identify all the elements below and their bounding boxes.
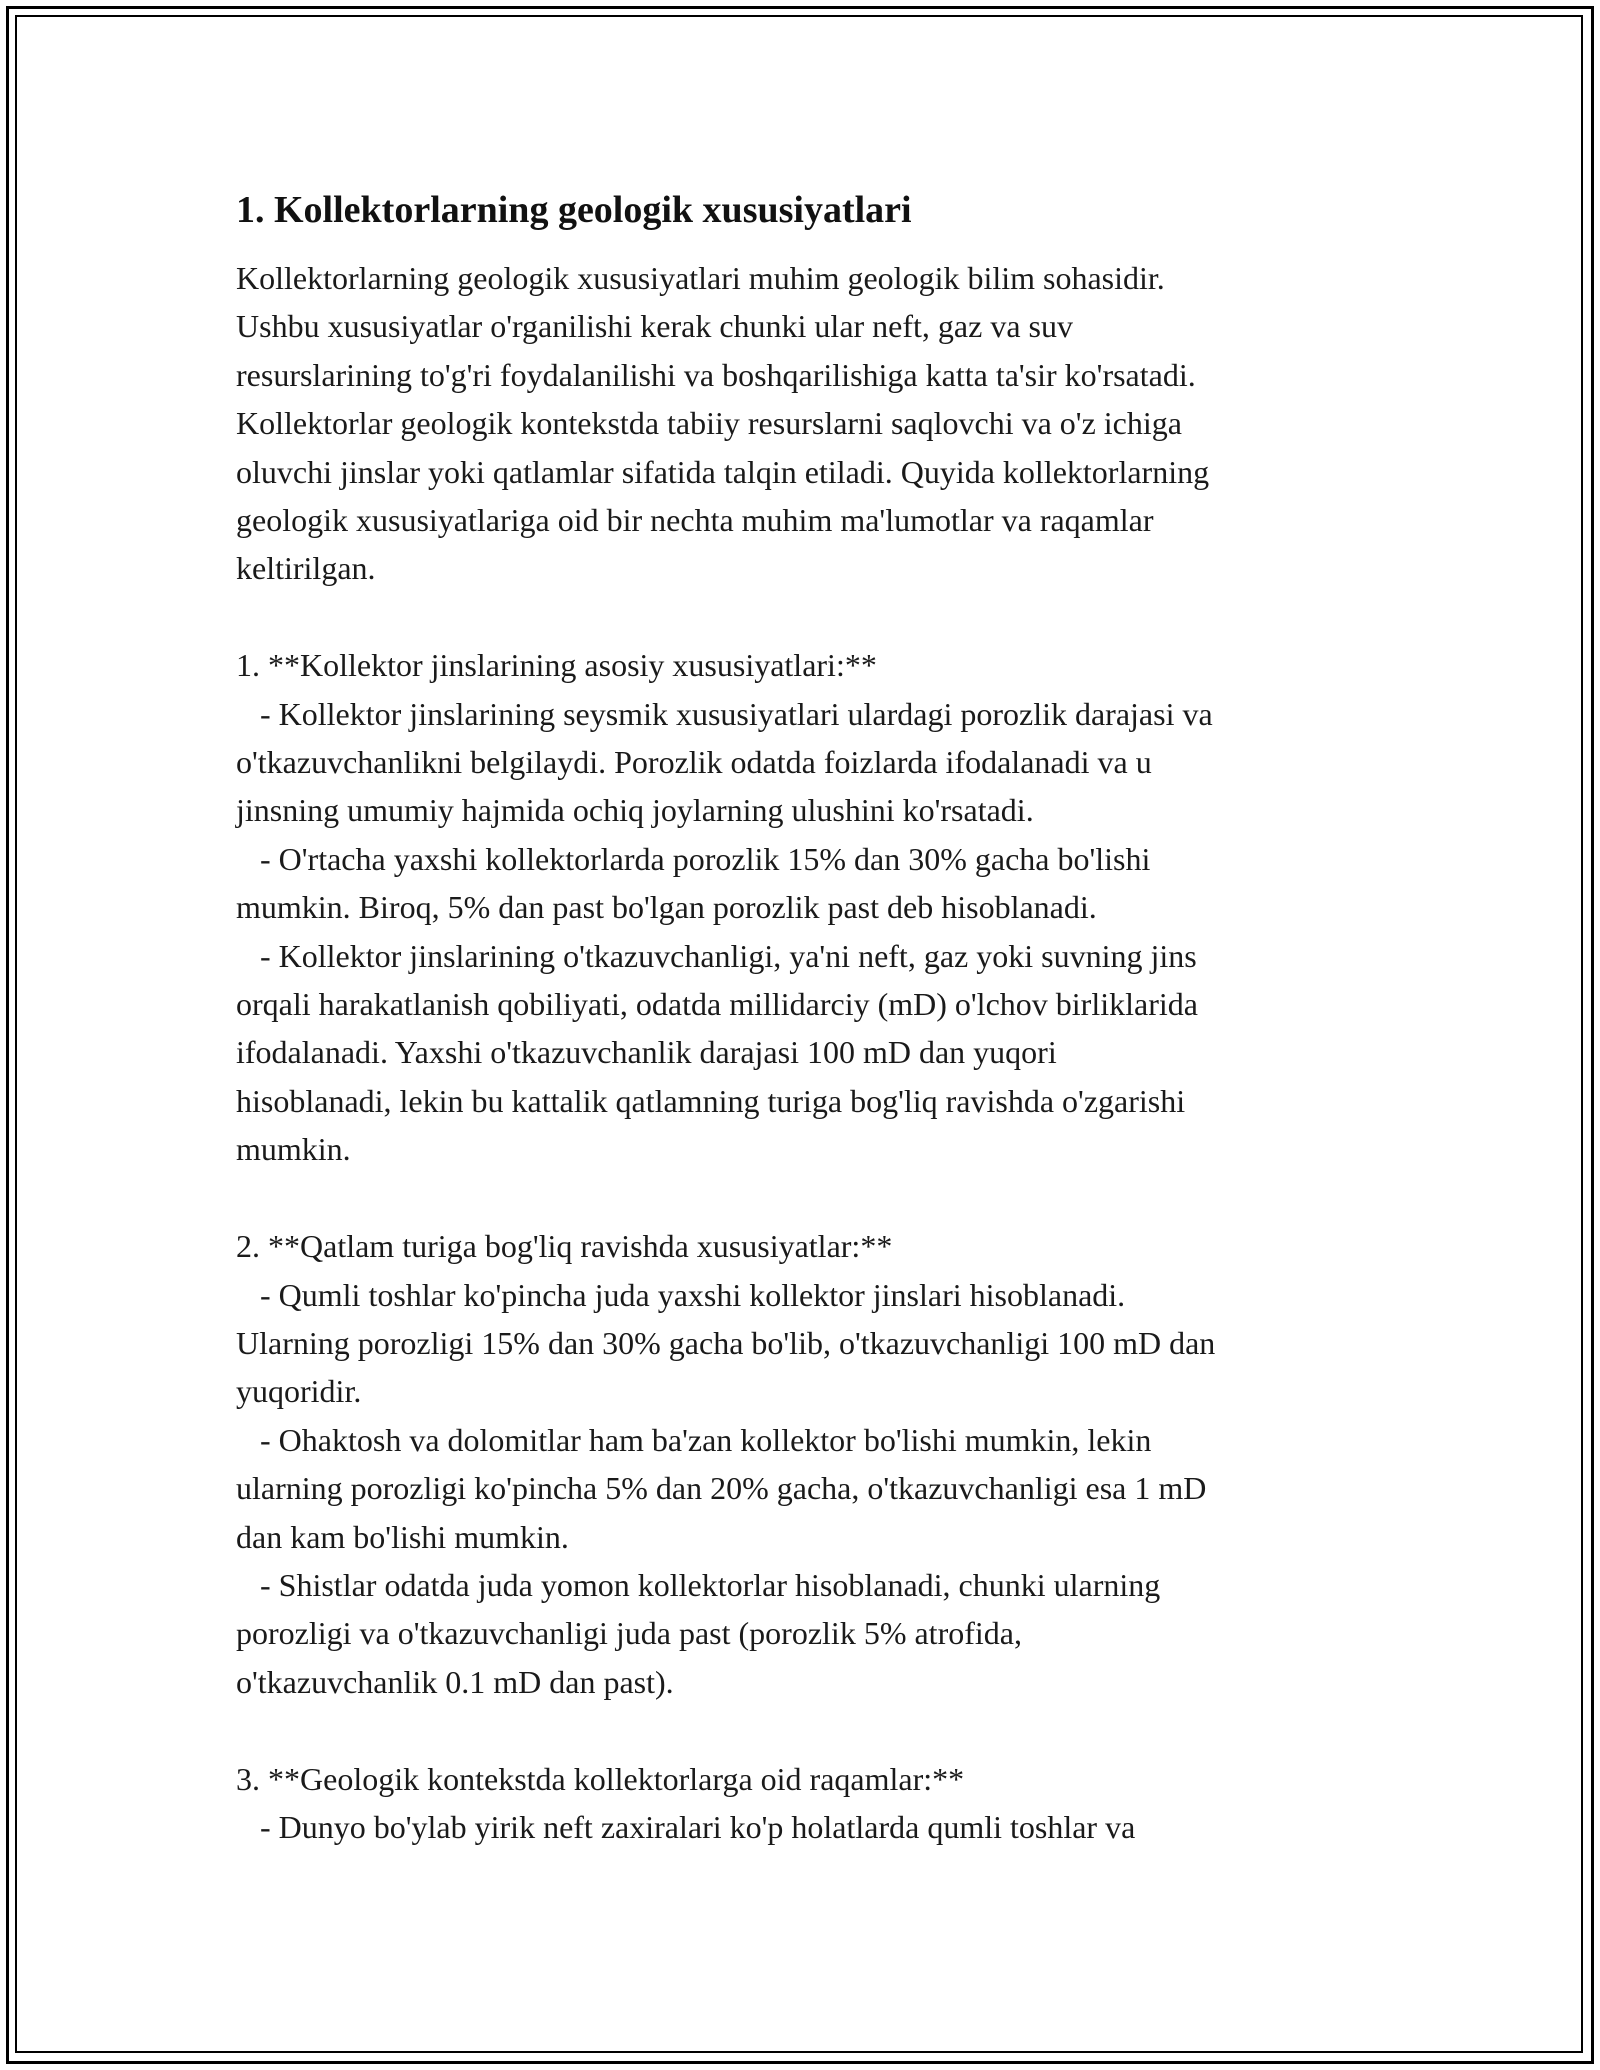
text-line: Ushbu xususiyatlar o'rganilishi kerak chunki ular neft, gaz va suv <box>236 308 1073 345</box>
text-line: mumkin. <box>236 1131 351 1168</box>
text-line: Kollektorlarning geologik xususiyatlari muhim geologik bilim sohasidir. <box>236 260 1165 296</box>
text-line: yuqoridir. <box>236 1373 362 1410</box>
text-line: geologik xususiyatlariga oid bir nechta muhim ma'lumotlar va raqamlar <box>236 502 1154 539</box>
text-line: - Shistlar odatda juda yomon kollektorlar hisoblanadi, chunki ularning <box>236 1566 1161 1603</box>
text-line: - O'rtacha yaxshi kollektorlarda porozlik 15% dan 30% gacha bo'lishi <box>236 840 1151 877</box>
section-2-list <box>236 1222 1386 1754</box>
text-line: dan kam bo'lishi mumkin. <box>236 1518 569 1555</box>
text-line: - Kollektor jinslarining seysmik xususiyatlari ulardagi porozlik darajasi va <box>236 695 1213 732</box>
document-page <box>236 186 1386 1851</box>
text-line: Kollektorlar geologik kontekstda tabiiy resurslarni saqlovchi va o'z ichiga <box>236 405 1182 442</box>
blank-line <box>236 1706 1386 1754</box>
text-line: - Dunyo bo'ylab yirik neft zaxiralari ko'p holatlarda qumli toshlar va <box>236 1808 1136 1845</box>
text-line: mumkin. Biroq, 5% dan past bo'lgan porozlik past deb hisoblanadi. <box>236 889 1097 926</box>
text-line: keltirilgan. <box>236 550 376 587</box>
text-line: Ularning porozligi 15% dan 30% gacha bo'lib, o'tkazuvchanligi 100 mD dan <box>236 1324 1216 1361</box>
list-item-title: 1. **Kollektor jinslarining asosiy xususiyatlari:** <box>236 647 877 684</box>
text-line: orqali harakatlanish qobiliyati, odatda millidarciy (mD) o'lchov birliklarida <box>236 986 1198 1023</box>
text-line: porozligi va o'tkazuvchanligi juda past (porozlik 5% atrofida, <box>236 1615 1022 1652</box>
text-line: hisoblanadi, lekin bu kattalik qatlamning turiga bog'liq ravishda o'zgarishi <box>236 1082 1186 1119</box>
text-line: jinsning umumiy hajmida ochiq joylarning ulushini ko'rsatadi. <box>236 792 1034 829</box>
blank-line <box>236 1174 1386 1222</box>
section-3-list <box>236 1755 1386 1852</box>
text-line: o'tkazuvchanlik 0.1 mD dan past). <box>236 1663 674 1700</box>
text-line: - Ohaktosh va dolomitlar ham ba'zan kollektor bo'lishi mumkin, lekin <box>236 1421 1152 1458</box>
text-line: ifodalanadi. Yaxshi o'tkazuvchanlik darajasi 100 mD dan yuqori <box>236 1034 1057 1071</box>
text-line: oluvchi jinslar yoki qatlamlar sifatida talqin etiladi. Quyida kollektorlarning <box>236 453 1210 490</box>
list-item-title: 3. **Geologik kontekstda kollektorlarga oid raqamlar:** <box>236 1760 965 1797</box>
blank-line <box>236 593 1386 641</box>
section-1-list <box>236 641 1386 1222</box>
text-line: - Kollektor jinslarining o'tkazuvchanligi, ya'ni neft, gaz yoki suvning jins <box>236 937 1197 974</box>
section-heading: 1. Kollektorlarning geologik xususiyatlari <box>236 189 912 231</box>
text-line: o'tkazuvchanlikni belgilaydi. Porozlik odatda foizlarda ifodalanadi va u <box>236 744 1152 781</box>
list-item-title: 2. **Qatlam turiga bog'liq ravishda xususiyatlar:** <box>236 1228 893 1265</box>
intro-paragraph <box>236 254 1386 641</box>
text-line: - Qumli toshlar ko'pincha juda yaxshi kollektor jinslari hisoblanadi. <box>236 1276 1126 1313</box>
text-line: ularning porozligi ko'pincha 5% dan 20% gacha, o'tkazuvchanligi esa 1 mD <box>236 1470 1207 1507</box>
text-line: resurslarining to'g'ri foydalanilishi va boshqarilishiga katta ta'sir ko'rsatadi. <box>236 356 1196 393</box>
